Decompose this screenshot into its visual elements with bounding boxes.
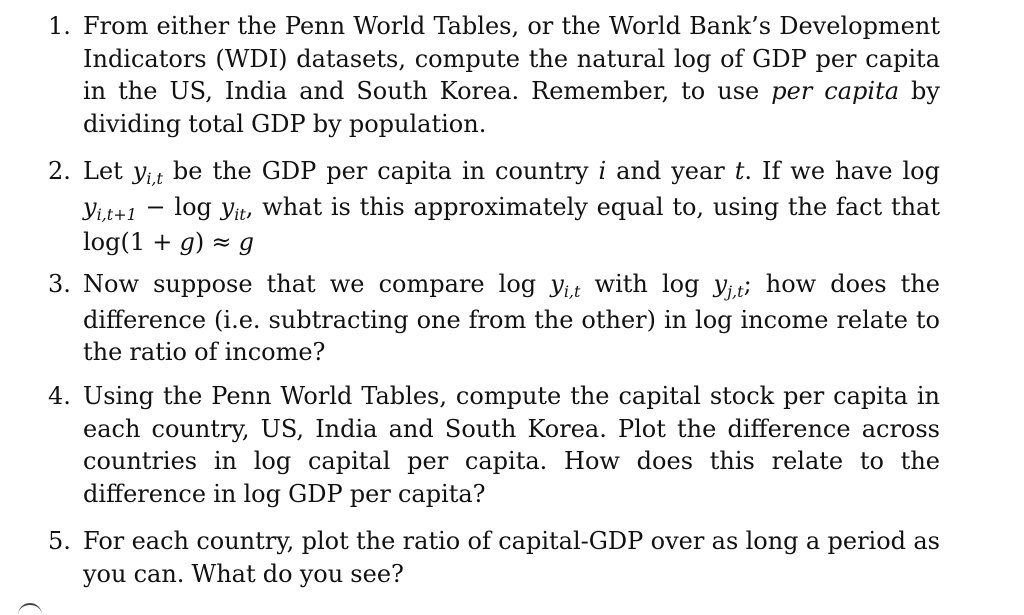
- text-segment: y: [132, 157, 147, 185]
- text-segment: i,t: [563, 282, 581, 301]
- text-segment: ; how does the difference (i.e. subtracting one from the other) in log income relate to the ratio of income?: [83, 270, 940, 366]
- item-text: [83, 380, 940, 510]
- text-segment: Let: [83, 157, 133, 185]
- text-segment: g: [238, 228, 254, 256]
- text-segment: y: [83, 192, 97, 221]
- text-segment: i: [598, 157, 607, 185]
- text-segment: and year: [606, 157, 735, 185]
- text-segment: by dividing total GDP by population.: [83, 77, 940, 138]
- text-segment: y: [713, 270, 728, 298]
- item-number: 5.: [48, 527, 71, 555]
- text-segment: . If we have log: [744, 157, 940, 185]
- item-number: 2.: [48, 157, 71, 185]
- text-segment: ) ≈: [194, 228, 239, 256]
- text-segment: g: [179, 228, 195, 256]
- text-segment: From either the Penn World Tables, or the World Bank’s Development Indicators (WDI) datasets, compute the natural log of GDP per capita in the US, India and South Korea. Remember, to use: [83, 12, 940, 105]
- text-segment: per capita: [771, 77, 900, 105]
- text-segment: be the GDP per capita in country: [162, 157, 599, 185]
- item-text: [83, 268, 940, 369]
- text-segment: y: [220, 192, 235, 221]
- text-segment: − log: [136, 192, 221, 221]
- page-edge-mark: [18, 603, 42, 615]
- text-segment: i,t: [146, 169, 163, 188]
- item-text: [83, 155, 940, 259]
- item-number: 1.: [48, 12, 71, 40]
- text-segment: j,t: [727, 282, 744, 301]
- text-segment: , what is this approximately equal to, using the fact that log(1 +: [83, 192, 941, 256]
- item-text: [83, 525, 940, 590]
- item-text: [83, 10, 940, 140]
- item-number: 3.: [48, 270, 71, 298]
- text-segment: t: [734, 157, 745, 185]
- text-segment: Using the Penn World Tables, compute the capital stock per capita in each country, US, India and South Korea. Plot the difference across countries in log capital per capita. How does this relate to the difference in log GDP per capita?: [83, 382, 940, 508]
- text-segment: i,t+1: [96, 204, 137, 224]
- item-number: 4.: [48, 382, 71, 410]
- text-segment: with log: [580, 270, 714, 298]
- text-segment: Now suppose that we compare log: [83, 270, 551, 298]
- text-segment: For each country, plot the ratio of capital-GDP over as long a period as you can. What do you see?: [83, 527, 940, 588]
- text-segment: it: [234, 204, 246, 224]
- text-segment: y: [550, 270, 564, 298]
